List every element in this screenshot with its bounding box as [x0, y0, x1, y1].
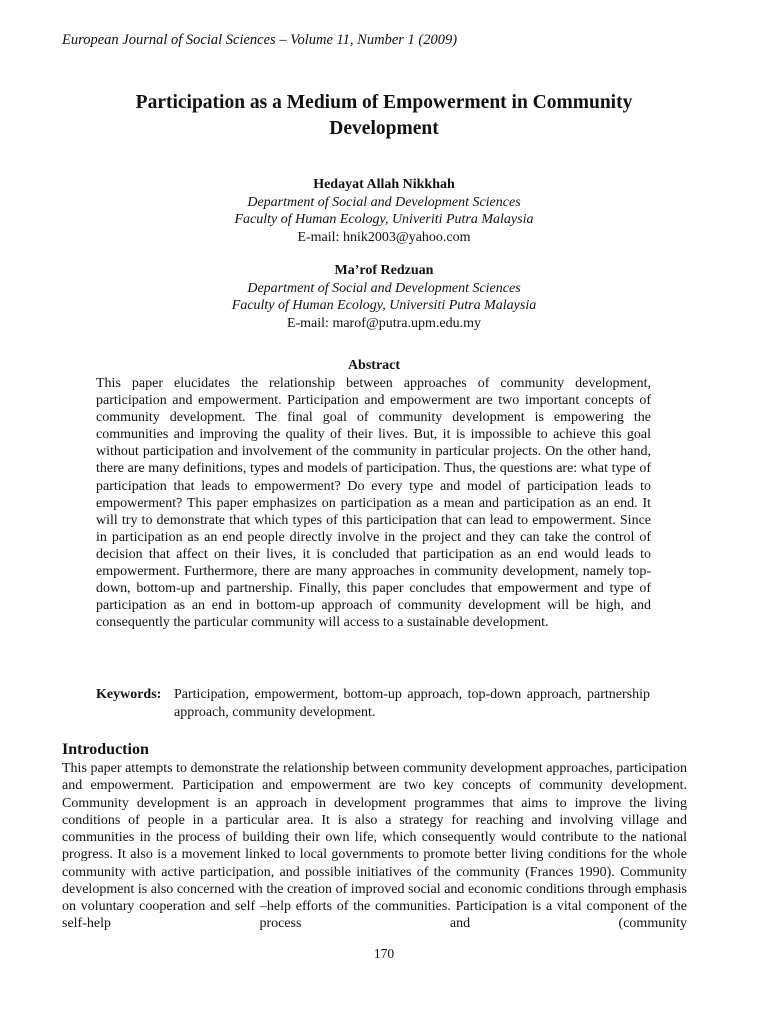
section-heading-introduction: Introduction: [62, 741, 149, 758]
author-department: Department of Social and Development Sciences: [247, 194, 521, 210]
author-block-2: [100, 262, 668, 332]
abstract-heading: Abstract: [347, 358, 401, 373]
author-name: Hedayat Allah Nikkhah: [313, 177, 455, 192]
journal-header: European Journal of Social Sciences – Volume 11, Number 1 (2009): [62, 32, 458, 48]
author-name: Ma’rof Redzuan: [334, 263, 434, 278]
author-block-1: [100, 176, 668, 246]
keywords-block: [96, 686, 650, 721]
author-email: E-mail: marof@putra.upm.edu.my: [286, 315, 482, 331]
page-number: 170: [373, 946, 395, 961]
author-department: Department of Social and Development Sciences: [247, 280, 521, 296]
author-email: E-mail: hnik2003@yahoo.com: [297, 229, 471, 245]
introduction-text: This paper attempts to demonstrate the relationship between community development approaches, participation and empowerment. Participation and empowerment are two key concepts of community development. Community development is an approach in development programmes that aims to improve the living conditions of people in a particular area. It is also a strategy for reaching and involving village and communities in the process of building their own life, which consequently would contribute to the national progress. It also is a movement linked to local governments to promote better living conditions for the whole community with active participation, and possible initiatives of the community (Frances 1990). Community development is also concerned with the creation of improved social and economic conditions through emphasis on voluntary cooperation and self –help efforts of the communities. Participation is a vital component of the self-help process and (community: [62, 761, 687, 932]
author-faculty: Faculty of Human Ecology, Univeriti Putra Malaysia: [234, 212, 534, 227]
paper-title: Participation as a Medium of Empowerment in Community Development: [135, 92, 633, 139]
abstract-text: This paper elucidates the relationship between approaches of community development, participation and empowerment. Participation and empowerment are two important concepts of community development. The final goal of community development is empowering the communities and improving the quality of their lives. But, it is impossible to achieve this goal without participation and involvement of the community in particular projects. On the other hand, there are many definitions, types and models of participation. Thus, the questions are: what type of participation that leads to empowerment? Do every type and model of participation leads to empowerment? This paper emphasizes on participation as a mean and participation as an end. It will try to demonstrate that which types of this participation that can lead to empowerment. Since in participation as an end people directly involve in the project and they can take the control of decision that affect on their lives, it is concluded that participation as an end would leads to empowerment. Furthermore, there are many approaches in community development, namely top-down, bottom-up and partnership. Finally, this paper concludes that empowerment and type of participation as an end in bottom-up approach of community development will be high, and consequently the particular community will access to a sustainable development.: [96, 376, 651, 631]
author-faculty: Faculty of Human Ecology, Universiti Putra Malaysia: [231, 298, 537, 313]
keywords-text: Participation, empowerment, bottom-up approach, top-down approach, partnership approach, community development.: [174, 687, 650, 720]
keywords-label: Keywords:: [96, 687, 162, 702]
